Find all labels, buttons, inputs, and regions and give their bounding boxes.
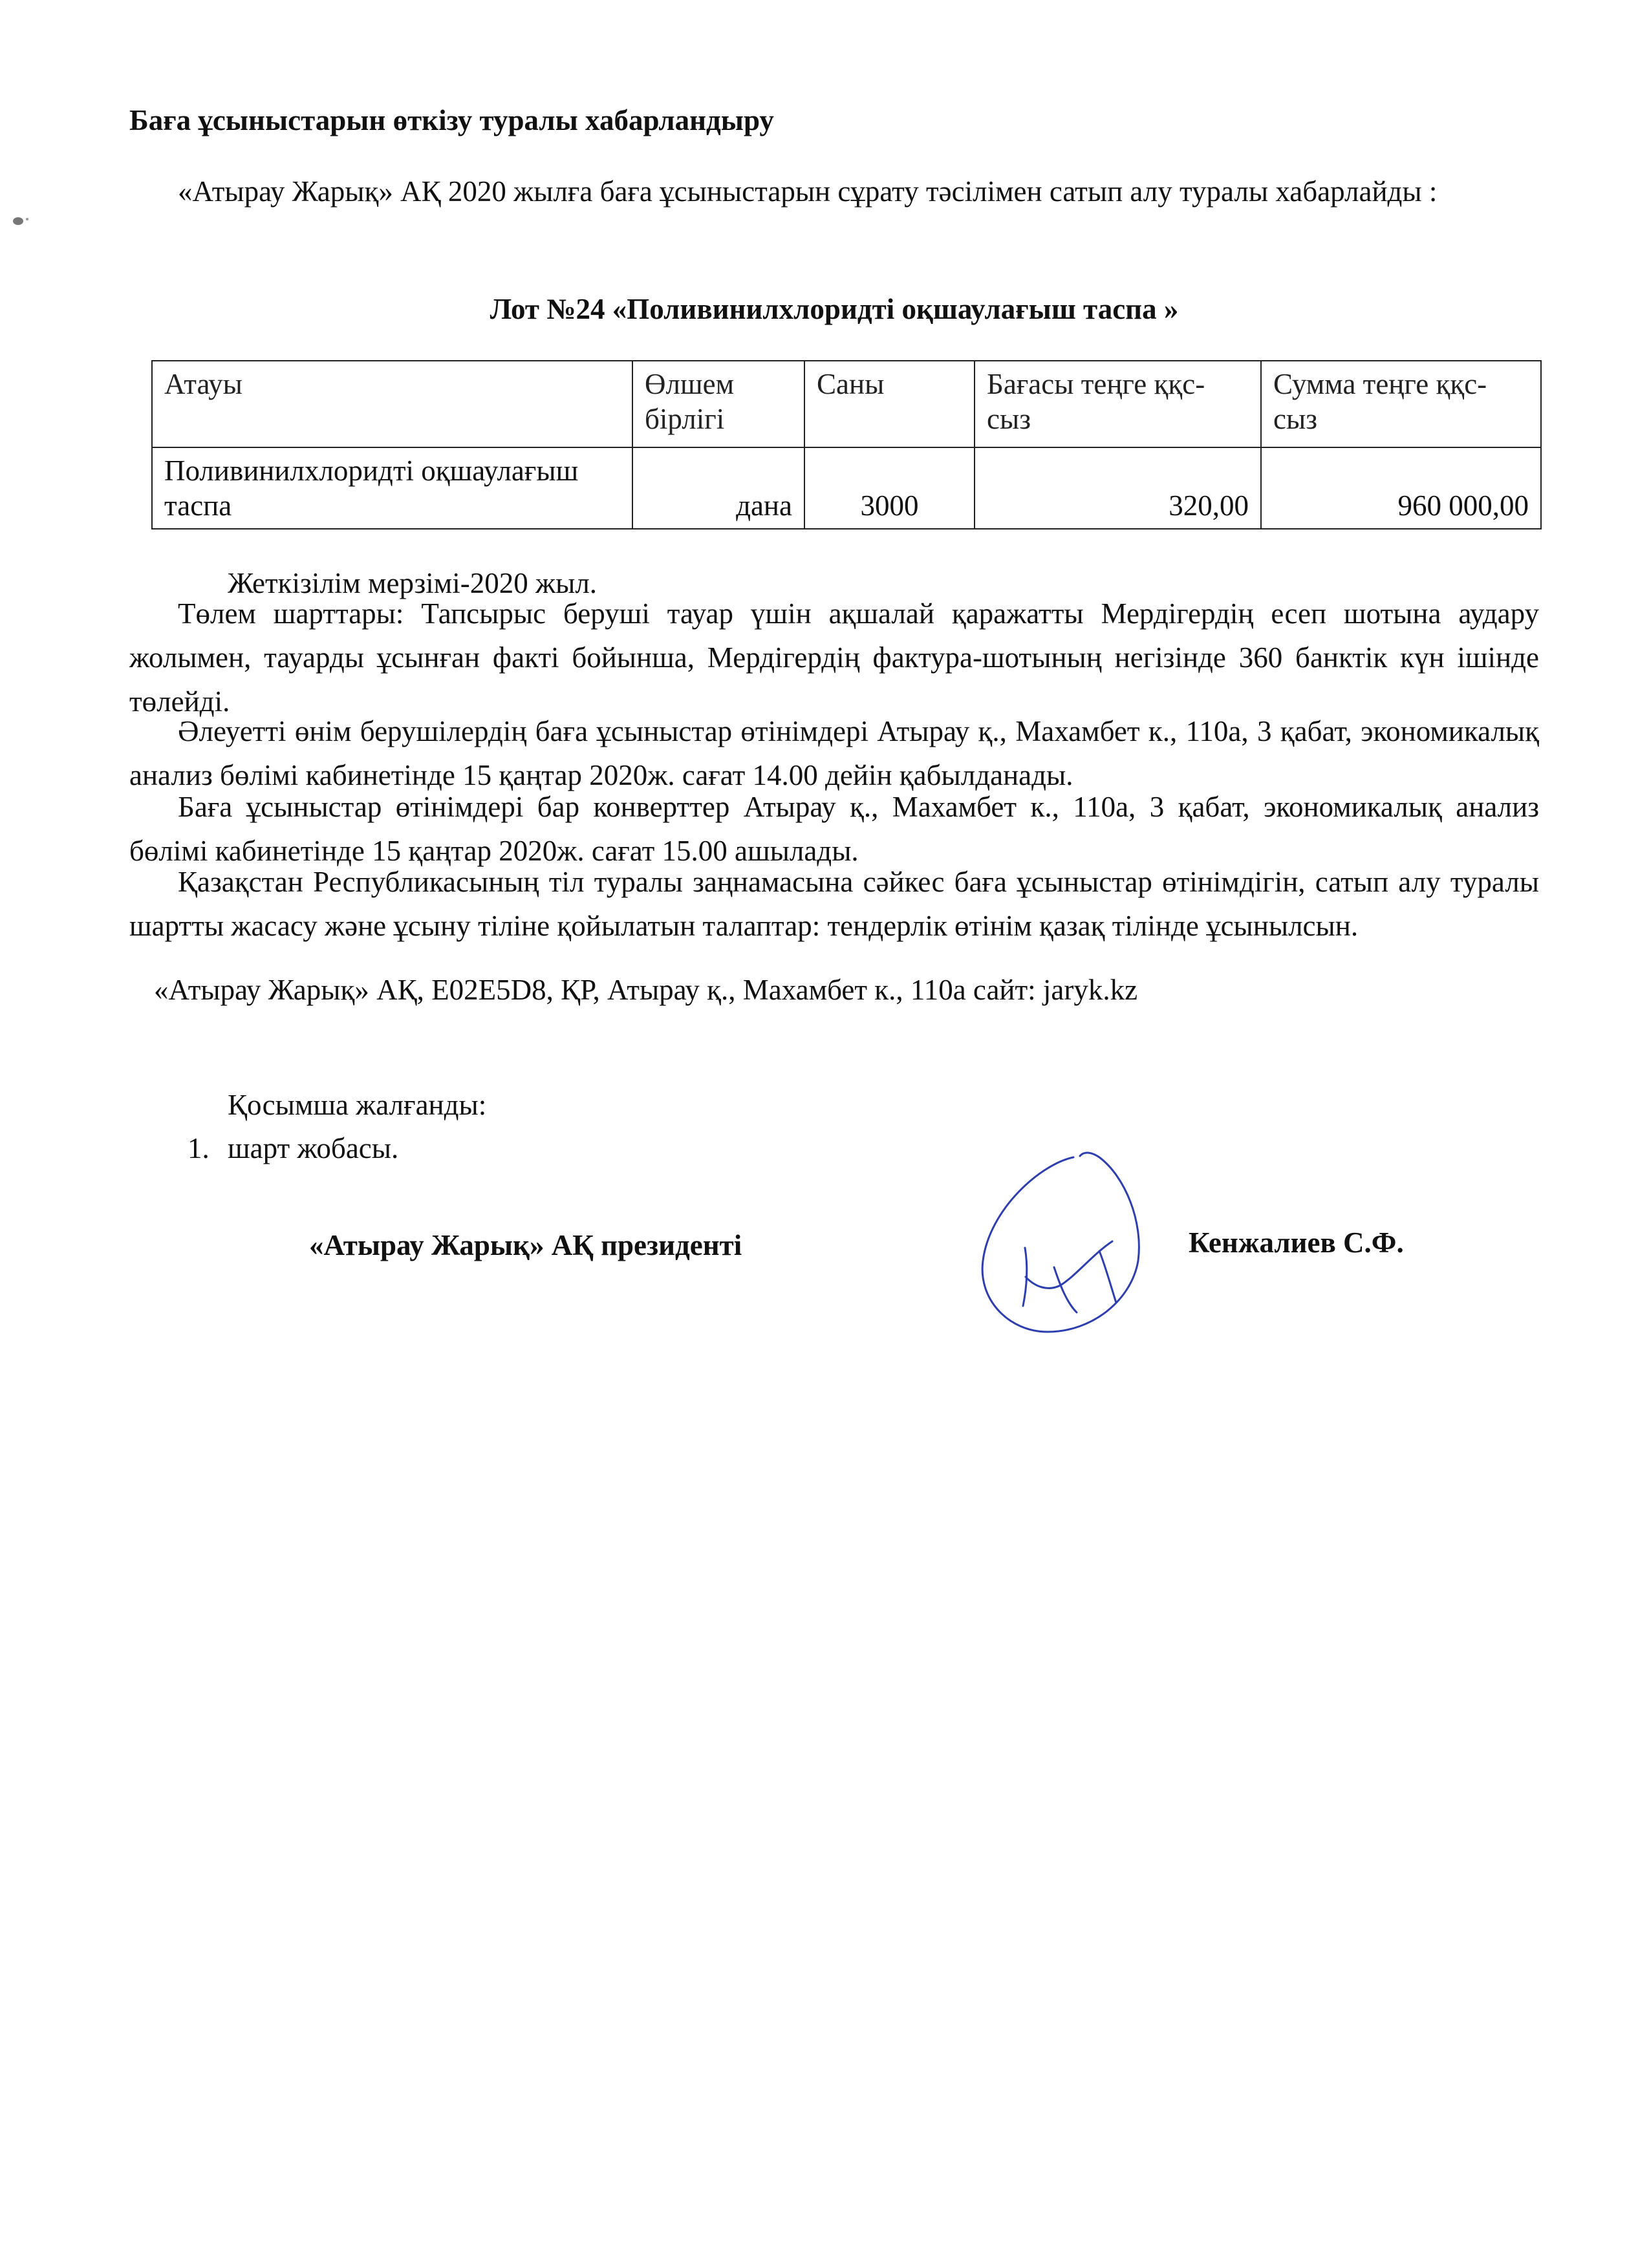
signature-title: «Атырау Жарық» АҚ президенті: [309, 1229, 742, 1261]
language-requirements-paragraph: Қазақстан Республикасының тіл туралы заңнамасына сәйкес баға ұсыныстар өтінімдігін, сатып алу туралы шартты жасасу және ұсыну тіліне қойылатын талаптар: тендерлік өтінім қазақ тілінде ұсынылсын.: [129, 866, 1539, 942]
header-price: Бағасы теңге ққс-сыз: [975, 361, 1261, 447]
attachment-item-number: 1.: [188, 1132, 210, 1164]
applications-paragraph: Әлеуетті өнім берушілердің баға ұсыныстар өтінімдері Атырау қ., Махамбет к., 110а, 3 қабат, экономикалық анализ бөлімі кабинетінде 15 қаңтар 2020ж. сағат 14.00 дейін қабылданады.: [129, 715, 1539, 791]
lot-table: [151, 360, 1542, 530]
cell-price: 320,00: [975, 447, 1261, 529]
attachment-item: шарт жобасы.: [228, 1132, 399, 1164]
signer-name: Кенжалиев С.Ф.: [1189, 1226, 1404, 1259]
header-sum: Сумма теңге ққс-сыз: [1261, 361, 1541, 447]
lot-title: Лот №24 «Поливинилхлоридті оқшаулағыш таспа »: [490, 293, 1179, 325]
cell-quantity: 3000: [804, 447, 975, 529]
header-name: Атауы: [152, 361, 632, 447]
header-quantity: Саны: [804, 361, 975, 447]
attachment-label: Қосымша жалғанды:: [228, 1089, 487, 1121]
table-row: [152, 447, 1541, 529]
header-unit: Өлшем бірлігі: [632, 361, 804, 447]
cell-name: Поливинилхлоридті оқшаулағыш таспа: [152, 447, 632, 529]
document-title: Баға ұсыныстарын өткізу туралы хабарландыру: [129, 104, 774, 136]
cell-sum: 960 000,00: [1261, 447, 1541, 529]
company-address: «Атырау Жарық» АҚ, Е02Е5D8, ҚР, Атырау қ., Махамбет к., 110а сайт: jaryk.kz: [154, 974, 1138, 1006]
scan-speck-mark: [9, 213, 39, 229]
cell-unit: дана: [632, 447, 804, 529]
handwritten-signature: [964, 1138, 1177, 1345]
intro-paragraph: «Атырау Жарық» АҚ 2020 жылға баға ұсыныстарын сұрату тәсілімен сатып алу туралы хабарлайды :: [178, 175, 1438, 208]
delivery-term: Жеткізілім мерзімі-2020 жыл.: [228, 567, 598, 599]
payment-terms-paragraph: Төлем шарттары: Тапсырыс беруші тауар үшін ақшалай қаражатты Мердігердің есеп шотына аудару жолымен, тауарды ұсынған факті бойынша, Мердігердің фактура-шотының негізінде 360 банктік күн ішінде төлейді.: [129, 597, 1539, 718]
opening-paragraph: Баға ұсыныстар өтінімдері бар конверттер Атырау қ., Махамбет к., 110а, 3 қабат, экономикалық анализ бөлімі кабинетінде 15 қаңтар 2020ж. сағат 15.00 ашылады.: [129, 791, 1539, 867]
table-header-row: [152, 361, 1541, 447]
